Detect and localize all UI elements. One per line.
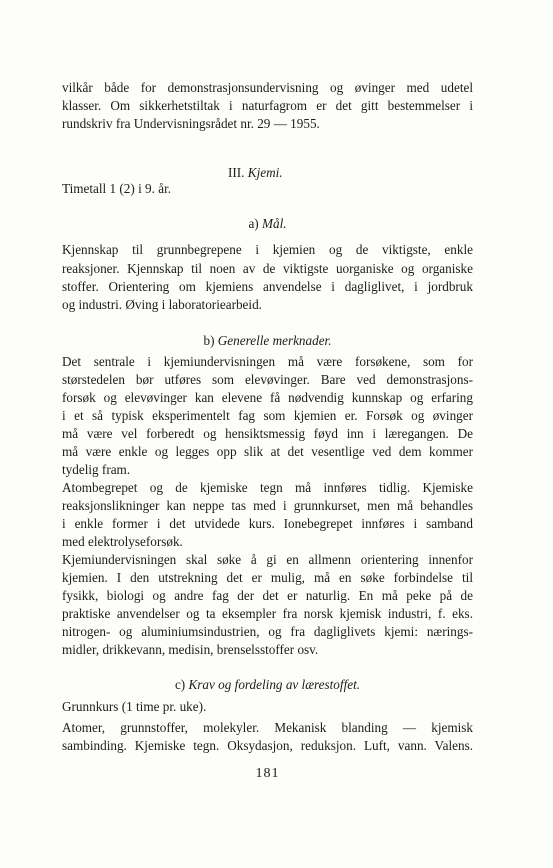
subsection-label: b) <box>203 333 215 348</box>
section-title: Kjemi. <box>247 165 283 180</box>
text-line: forsøk og elevøvinger kan elevene få nødvendig kunnskap og erfaring <box>62 390 473 405</box>
grunnkurs-line: Grunnkurs (1 time pr. uke). <box>62 699 207 714</box>
text-line: reaksjoner. Kjennskap til noen av de viktigste uorganiske og organiske <box>62 261 473 276</box>
text-line: sambinding. Kjemiske tegn. Oksydasjon, reduksjon. Luft, vann. Valens. <box>62 738 473 753</box>
subsection-label: a) <box>248 216 259 231</box>
text-line: rundskriv fra Undervisningsrådet nr. 29 — 1955. <box>62 116 320 131</box>
subsection-title: Krav og fordeling av lærestoffet. <box>188 677 361 692</box>
text-line: Atomer, grunnstoffer, molekyler. Mekanisk blanding — kjemisk <box>62 720 473 735</box>
text-line: i et så typisk eksperimentelt fag som kjemien er. Forsøk og øvinger <box>62 408 473 423</box>
text-line: praktiske anvendelser og ta eksempler fra norsk kjemisk industri, f. eks. <box>62 606 473 621</box>
text-line: må være enkle og legges opp slik at det vesentlige ved dem kommer <box>62 444 473 459</box>
text-line: vilkår både for demonstrasjonsundervisning og øvinger med udetel <box>62 80 473 95</box>
subsection-label: c) <box>174 677 186 692</box>
subsection-heading-b <box>62 332 473 349</box>
text-line: tydelig fram. <box>62 462 131 477</box>
text-line: fysikk, biologi og andre fag der det er naturlig. En må peke på de <box>62 588 473 603</box>
text-line: stoffer. Orientering om kjemiens anvendelse i dagliglivet, i jordbruk <box>62 279 473 294</box>
text-line: klasser. Om sikkerhetstiltak i naturfagrom er det gitt bestemmelser i <box>62 98 473 113</box>
text-line: må være vel forberedt og hensiktsmessig føyd inn i læregangen. De <box>62 426 473 441</box>
text-line: nitrogen- og aluminiumsindustrien, og fra dagliglivets kjemi: nærings- <box>62 624 473 639</box>
text-line: størstedelen bør utføres som elevøvinger. Bare ved demonstrasjons- <box>62 372 473 387</box>
subsection-title: Generelle merknader. <box>217 333 332 348</box>
text-line: Kjennskap til grunnbegrepene i kjemien og de viktigste, enkle <box>62 242 473 257</box>
text-line: midler, drikkevann, medisin, brenselsstoffer osv. <box>62 642 319 657</box>
text-line: og industri. Øving i laboratoriearbeid. <box>62 297 262 312</box>
text-line: Kjemiundervisningen skal søke å gi en allmenn orientering innenfor <box>62 552 473 567</box>
timetable-line: Timetall 1 (2) i 9. år. <box>62 181 172 196</box>
page-number: 181 <box>255 766 280 781</box>
text-line: i enkle former i det utvidede kurs. Ionebegrepet innføres i samband <box>62 516 473 531</box>
text-line: Atombegrepet og de kjemiske tegn må innføres tidlig. Kjemiske <box>62 480 473 495</box>
subsection-heading-c <box>62 676 473 693</box>
text-line: kjemien. I den utstrekning det er mulig, må en søke forbindelse til <box>62 570 473 585</box>
section-heading <box>228 164 283 181</box>
text-line: reaksjonslikninger kan neppe tas med i grunnkurset, men må behandles <box>62 498 473 513</box>
text-line: Det sentrale i kjemiundervisningen må være forsøkene, som for <box>62 354 473 369</box>
subsection-title: Mål. <box>262 216 287 231</box>
subsection-heading-a <box>62 215 473 232</box>
text-line: med elektrolyseforsøk. <box>62 534 183 549</box>
section-number: III. <box>228 165 245 180</box>
